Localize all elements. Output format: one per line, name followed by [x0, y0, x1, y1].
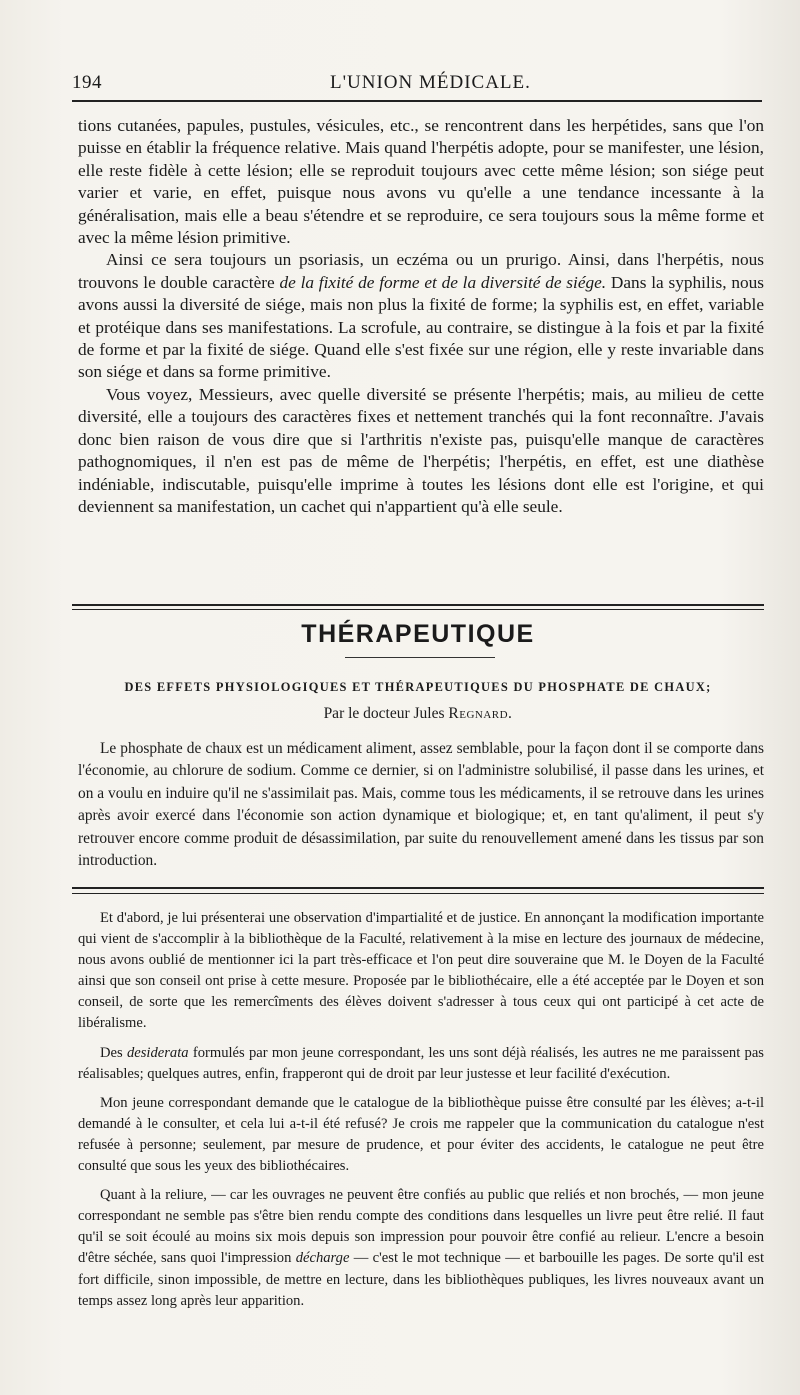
- section-divider-bottom: [72, 609, 764, 610]
- paragraph: [78, 908, 764, 1035]
- text-run: Et d'abord, je lui présenterai une observation d'impartialité et de justice. En annonçant la modification importante qui vient de s'accomplir à la bibliothèque de la Faculté, relativement à la mise en lecture des journaux de médecine, nous avons oublié de mentionner ici la part très-efficace et l'on peut dire souveraine que M. le Doyen de la Faculté ainsi que son conseil ont prise à cette mesure. Proposée par le bibliothécaire, elle a été acceptée par le Doyen et son conseil, de sorte que les remercîments des élèves doivent s'adresser à tous ceux qui ont participé à cet acte de libéralisme.: [78, 910, 764, 1032]
- library-paragraphs: [78, 908, 764, 1312]
- italic-text: de la fixité de forme et de la diversité de siége.: [279, 272, 607, 292]
- text-run: tions cutanées, papules, pustules, vésicules, etc., se rencontrent dans les herpétides, sans que l'on puisse en établir la fréquence relative. Mais quand l'herpétis adopte, pour se manifester, une lésion, elle reste fidèle à cette lésion; elle se reproduit toujours avec cette même lésion; son siége peut varier et varie, en effet, puisque nous avons vu qu'elle a une tendance incessante à la généralisation, mais elle a beau s'étendre et se reproduire, ce sera toujours sous la même forme et avec la même lésion primitive.: [78, 116, 764, 248]
- text-run: Quant à la reliure, — car les ouvrages ne peuvent être confiés au public que reliés et non brochés, — mon jeune correspondant ne semble pas s'être bien rendu compte des conditions dans lesquelles un livre peut être relié. Il faut qu'il se soit écoulé au moins six mois depuis son impression pour pouvoir être confié au relieur. L'encre a besoin d'être séchée, sans quoi l'impression: [78, 1187, 764, 1267]
- phosphate-text-block: [78, 738, 764, 872]
- header-rule: [72, 100, 762, 102]
- article-author: [72, 705, 764, 723]
- paragraph: [78, 1093, 764, 1177]
- text-run: Le phosphate de chaux est un médicament aliment, assez semblable, pour la façon dont il se comporte dans l'économie, au chlorure de sodium. Comme ce dernier, si on l'administre solubilisé, il passe dans les urines, et on a voulu en induire qu'il ne s'assimilait pas. Mais, comme tous les médicaments, il se retrouve dans les urines après avoir exercé dans l'économie son action dynamique et biologique; et, en tant qu'aliment, il peut s'y retrouver encore comme produit de désassimilation, par suite du renouvellement amené dans les tissus par son introduction.: [78, 740, 764, 870]
- text-run: Mon jeune correspondant demande que le catalogue de la bibliothèque puisse être consulté par les élèves; a-t-il demandé à le consulter, et cela lui a-t-il été refusé? Je crois me rappeler que la communication du catalogue n'est refusée à personne; seulement, par mesure de prudence, et pour éviter des accidents, le catalogue ne peut être consulté que sous les yeux des bibliothécaires.: [78, 1094, 764, 1175]
- text-run: Dans la syphilis, nous avons aussi la diversité de siége, mais non plus la fixité de forme; la syphilis est, en effet, variable et protéique dans ses manifestations. La scrofule, au contraire, se distingue à la fois et par la fixité de forme et par la fixité de siége. Quand elle s'est fixée sur une région, elle y reste invariable dans son siége et dans sa forme primitive.: [78, 272, 764, 382]
- running-header: [72, 72, 762, 102]
- paragraph: [78, 115, 764, 249]
- herpetis-paragraphs: [78, 115, 764, 518]
- italic-text: desiderata: [126, 1044, 189, 1061]
- text-run: Ainsi ce sera toujours un psoriasis, un eczéma ou un prurigo. Ainsi, dans l'herpétis, nous trouvons le double caractère: [78, 250, 764, 292]
- herpetis-text-block: [78, 115, 764, 518]
- paragraph: [78, 1185, 764, 1312]
- article-title: DES EFFETS PHYSIOLOGIQUES ET THÉRAPEUTIQUES DU PHOSPHATE DE CHAUX;: [124, 680, 712, 694]
- page-number: 194: [72, 72, 102, 93]
- library-text-block: [78, 908, 764, 1320]
- journal-title: L'UNION MÉDICALE.: [330, 72, 531, 93]
- heading-underline: [345, 657, 495, 658]
- author-name: Regnard.: [448, 705, 513, 722]
- text-run: — c'est le mot technique — et barbouille les pages. De sorte qu'il est fort difficile, sinon impossible, de mettre en lecture, dans les bibliothèques publiques, les livres nouveaux avant un temps assez long après leur apparition.: [78, 1250, 764, 1309]
- section-heading: THÉRAPEUTIQUE: [301, 620, 535, 648]
- paragraph: [78, 249, 764, 383]
- section-divider-top: [72, 604, 764, 606]
- text-run: Des: [100, 1044, 127, 1061]
- text-run: Vous voyez, Messieurs, avec quelle diversité se présente l'herpétis; mais, au milieu de cette diversité, elle a toujours des caractères fixes et nettement tranchés qui la font reconnaître. J'avais donc bien raison de vous dire que si l'arthritis n'existe pas, puisqu'elle manque de caractères pathognomiques, il n'en est pas de même de l'herpétis; l'herpétis, en effet, est une diathèse indéniable, indiscutable, puisqu'elle imprime à toutes les lésions dont elle est l'origine, et qui deviennent sa manifestation, un cachet qui n'appartient qu'à elle seule.: [78, 384, 764, 516]
- paragraph: [78, 738, 764, 872]
- text-run: formulés par mon jeune correspondant, les uns sont déjà réalisés, les autres ne me paraissent pas réalisables; quelques autres, enfin, frapperont qui de droit par leur justesse et leur facilité d'exécution.: [78, 1044, 764, 1082]
- paragraph: [78, 384, 764, 518]
- paragraph: [78, 1043, 764, 1085]
- column-divider: [72, 887, 764, 894]
- author-prefix: Par le docteur Jules: [323, 705, 449, 722]
- phosphate-paragraphs: [78, 738, 764, 872]
- italic-text: décharge: [295, 1250, 350, 1267]
